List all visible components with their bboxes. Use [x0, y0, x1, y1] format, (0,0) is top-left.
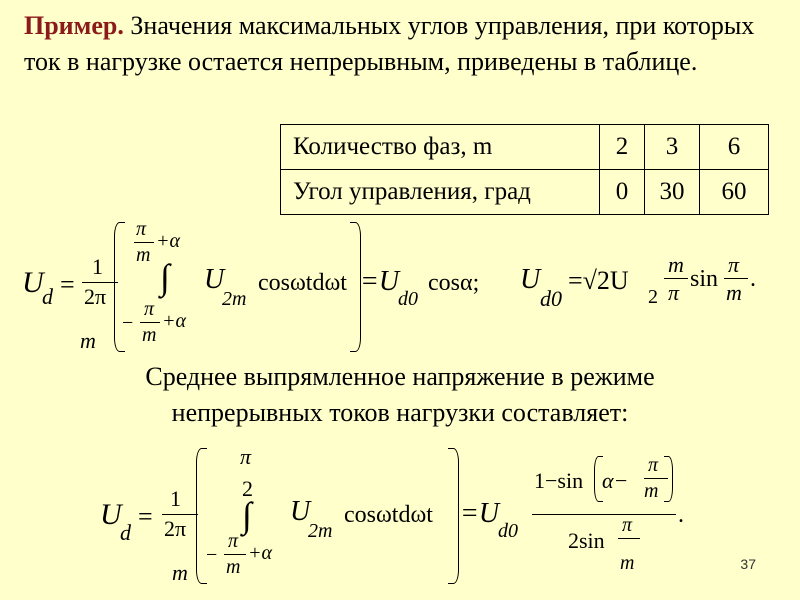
f1-rhs-sub: d0 — [398, 288, 418, 310]
formula-ud-integral: U d = 1 2π m π m +α ∫ − π m +α U 2m cosωtdωt =U d0 cosα; — [22, 218, 480, 353]
f3-num-alpha: α− — [602, 468, 629, 493]
f3-coef-den: 2π — [164, 516, 187, 541]
table-cell: 3 — [645, 125, 700, 170]
f1-upper-num: π — [136, 218, 147, 240]
f2-lhs: U — [520, 264, 541, 295]
f1-rhs: =U — [360, 266, 400, 297]
table-row-label: Количество фаз, m — [281, 125, 600, 170]
f3-lhs-sub: d — [120, 520, 131, 545]
f2-frac1-num: m — [668, 252, 684, 277]
f1-lhs-sub: d — [42, 284, 53, 309]
integral-sign: ∫ — [242, 495, 252, 535]
integral-sign: ∫ — [160, 257, 170, 297]
f1-upper-den: m — [136, 244, 151, 266]
f1-lower-den: m — [142, 324, 157, 346]
middle-text-line2: непрерывных токов нагрузки составляет: — [171, 398, 629, 427]
f1-lower-minus: − — [122, 312, 134, 334]
f3-lhs: U — [100, 498, 122, 531]
f3-coef-num: 1 — [170, 486, 181, 511]
f1-integrand-rest: cosωtdωt — [258, 270, 347, 296]
f3-integrand: U — [290, 496, 311, 527]
f3-num-text: 1−sin — [534, 468, 584, 493]
f1-lhs: U — [22, 266, 44, 299]
f3-lower-m: m — [172, 560, 188, 585]
f2-lhs-sub: d0 — [540, 286, 562, 311]
f1-upper-plus: +α — [156, 230, 180, 252]
table-cell: 30 — [645, 170, 700, 215]
f3-integrand-sub: 2m — [308, 520, 333, 542]
f3-lower-plus: +α — [248, 542, 272, 564]
f2-frac2-den: m — [726, 280, 742, 305]
table-cell: 6 — [700, 125, 769, 170]
f3-dot: . — [678, 502, 684, 528]
f3-lower-num: π — [228, 530, 239, 552]
f1-coef-num: 1 — [92, 254, 103, 279]
f1-lower-num: π — [144, 298, 155, 320]
f2-eq: =√2U — [568, 266, 629, 295]
formula-ud-continuous: U d = 1 2π m π 2 ∫ − π m +α U 2m cosωtdωt =U d0 1−sin α− π m 2sin π m . — [100, 444, 684, 585]
f1-integrand-sub: 2m — [222, 288, 247, 310]
table-row — [281, 125, 769, 170]
f1-rhs-rest: cosα; — [428, 270, 480, 296]
phases-table — [280, 124, 769, 215]
f2-sub2: 2 — [648, 286, 658, 308]
intro-text: Значения максимальных углов управления, при которых ток в нагрузке остается непрерывным, приведены в таблице. — [24, 11, 755, 76]
f3-integrand-rest: cosωtdωt — [344, 502, 433, 528]
intro-paragraph — [24, 8, 764, 80]
f2-frac1-den: π — [668, 280, 680, 305]
f3-upper-num: π — [240, 444, 252, 469]
f3-rhs-sub: d0 — [498, 520, 518, 542]
f3-rhs: =U — [460, 498, 500, 529]
f3-lower-den: m — [226, 556, 241, 578]
f2-sin: sin — [690, 266, 719, 292]
f3-den-frac-den: m — [620, 552, 635, 574]
f1-integrand: U — [204, 264, 225, 295]
f3-den-text: 2sin — [568, 528, 605, 553]
f3-num-frac-den: m — [644, 480, 659, 502]
table-cell: 2 — [600, 125, 645, 170]
f1-lower-m: m — [80, 328, 96, 353]
f1-coef-den: 2π — [84, 284, 107, 309]
f2-frac2-num: π — [728, 252, 740, 277]
page-number: 37 — [740, 556, 756, 572]
f3-num-frac-num: π — [648, 454, 659, 476]
f3-den-frac-num: π — [622, 514, 633, 536]
middle-text-line1: Среднее выпрямленное напряжение в режиме — [145, 362, 655, 391]
table-row-label: Угол управления, град — [281, 170, 600, 215]
table-row — [281, 170, 769, 215]
f3-lower-minus: − — [206, 544, 218, 566]
table-cell: 0 — [600, 170, 645, 215]
table-cell: 60 — [700, 170, 769, 215]
intro-bold-label: Пример. — [24, 11, 124, 40]
f2-dot: . — [750, 266, 756, 292]
f3-upper-den: 2 — [242, 476, 253, 501]
formula-ud0 — [0, 246, 800, 326]
f1-lower-plus: +α — [162, 310, 186, 332]
